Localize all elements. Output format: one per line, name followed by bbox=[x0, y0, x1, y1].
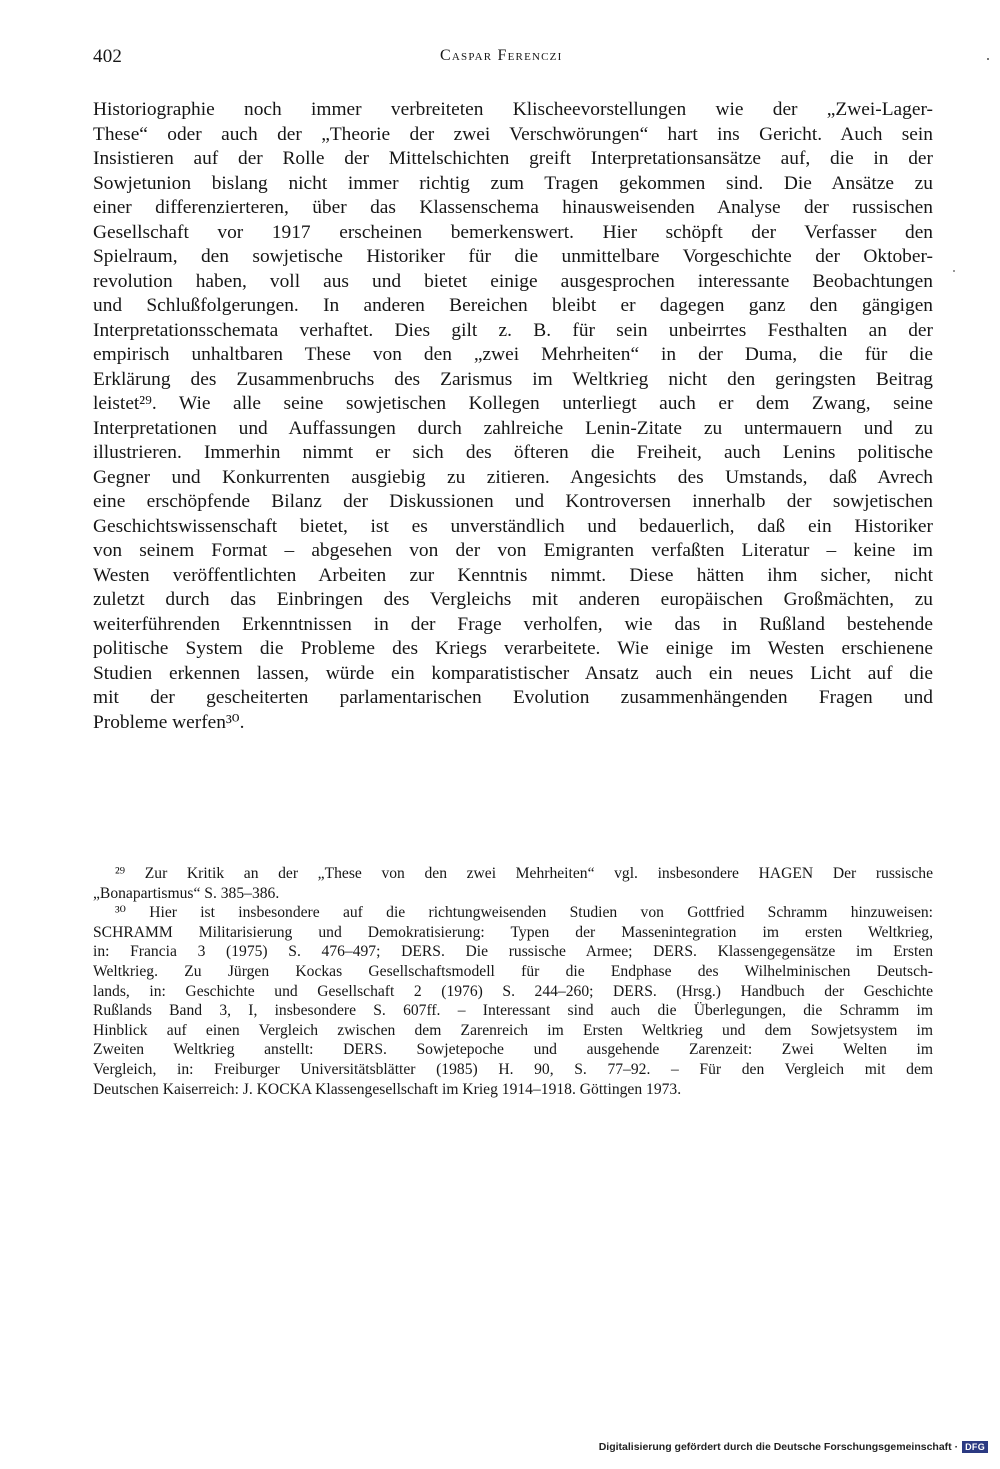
text-line: empirisch unhaltbaren These von den „zwei Mehrheiten“ in der Duma, die für die bbox=[93, 344, 933, 365]
scan-speck bbox=[987, 58, 989, 60]
footnote-line: Zweiten Weltkrieg anstellt: DERS. Sowjetepoche und ausgehende Zarenzeit: Zwei Welten im bbox=[93, 1041, 933, 1059]
footnote-line: Deutschen Kaiserreich: J. KOCKA Klassengesellschaft im Krieg 1914–1918. Göttingen 1973. bbox=[93, 1080, 682, 1098]
text-line: Interpretationsschemata verhaftet. Dies gilt z. B. für sein unbeirrtes Festhalten an der bbox=[93, 319, 933, 341]
text-line: Studien erkennen lassen, würde ein komparatistischer Ansatz auch ein neues Licht auf die bbox=[93, 662, 933, 684]
text-line: Erklärung des Zusammenbruchs des Zarismus im Weltkrieg nicht den geringsten Beitrag bbox=[93, 368, 933, 390]
text-line: Insistieren auf der Rolle der Mittelschichten greift Interpretationsansätze auf, die in der bbox=[93, 148, 933, 169]
text-line: leistet²⁹. Wie alle seine sowjetischen Kollegen unterliegt auch er dem Zwang, seine bbox=[93, 393, 933, 414]
footnote-29 bbox=[93, 864, 933, 903]
text-line: Historiographie noch immer verbreiteten Klischeevorstellungen wie der „Zwei-Lager- bbox=[93, 99, 933, 120]
credit-text: Digitalisierung gefördert durch die Deutsche Forschungsgemeinschaft · bbox=[598, 1441, 959, 1453]
text-line: Sowjetunion bislang nicht immer richtig zum Tragen gekommen sind. Die Ansätze zu bbox=[93, 172, 933, 194]
text-line: illustrieren. Immerhin nimmt er sich des öfteren die Freiheit, auch Lenins politische bbox=[93, 442, 933, 463]
text-line: und Schlußfolgerungen. In anderen Bereichen bleibt er dagegen ganz den gängigen bbox=[93, 295, 933, 316]
text-line: zuletzt durch das Einbringen des Vergleichs mit anderen europäischen Großmächten, zu bbox=[93, 589, 933, 610]
text-line: einer differenzierteren, über das Klassenschema hinausweisenden Analyse der russischen bbox=[93, 197, 933, 218]
text-line: politische System die Probleme des Kriegs verarbeitete. Wie einige im Westen erschienene bbox=[93, 638, 933, 659]
running-head: Caspar Ferenczi bbox=[440, 47, 563, 64]
footnote-line: „Bonapartismus“ S. 385–386. bbox=[93, 884, 280, 902]
footnote-line: lands, in: Geschichte und Gesellschaft 2 (1976) S. 244–260; DERS. (Hrsg.) Handbuch der Geschichte bbox=[93, 982, 933, 1000]
page-number: 402 bbox=[93, 46, 123, 67]
text-line: Spielraum, den sowjetische Historiker für die unmittelbare Vorgeschichte der Oktober- bbox=[93, 246, 933, 267]
footnote-line: ²⁹ Zur Kritik an der „These von den zwei Mehrheiten“ vgl. insbesondere HAGEN Der russische bbox=[115, 865, 933, 882]
footnote-line: Weltkrieg. Zu Jürgen Kockas Gesellschaftsmodell für die Endphase des Wilhelminischen Deutsch- bbox=[93, 962, 933, 980]
footnote-line: ³⁰ Hier ist insbesondere auf die richtungweisenden Studien von Gottfried Schramm hinzuweisen: bbox=[115, 904, 933, 922]
footnote-line: Hinblick auf einen Vergleich zwischen dem Zarenreich im Ersten Weltkrieg und dem Sowjetsystem im bbox=[93, 1021, 933, 1039]
digitization-credit bbox=[599, 1441, 988, 1453]
text-line: Geschichtswissenschaft bietet, ist es unverständlich und bedauerlich, daß ein Historiker bbox=[93, 515, 933, 537]
footnote-line: SCHRAMM Militarisierung und Demokratisierung: Typen der Massenintegration im ersten Weltkrieg, bbox=[93, 923, 933, 941]
text-line: Westen veröffentlichten Arbeiten zur Kenntnis nimmt. Diese hätten ihm sicher, nicht bbox=[93, 564, 933, 586]
text-line: weiterführenden Erkenntnissen in der Frage verholfen, wie das in Rußland bestehende bbox=[93, 613, 933, 635]
footnote-line: Vergleich, in: Freiburger Universitätsblätter (1985) H. 90, S. 77–92. – Für den Vergleich mit dem bbox=[93, 1060, 933, 1078]
text-line: Interpretationen und Auffassungen durch zahlreiche Lenin-Zitate zu untermauern und zu bbox=[93, 417, 933, 439]
dfg-logo: DFG bbox=[962, 1441, 988, 1453]
text-line: Gesellschaft vor 1917 erscheinen bemerkenswert. Hier schöpft der Verfasser den bbox=[93, 221, 933, 243]
text-line: revolution haben, voll aus und bietet einige ausgesprochen interessante Beobachtungen bbox=[93, 270, 933, 292]
text-line: mit der gescheiterten parlamentarischen Evolution zusammenhängenden Fragen und bbox=[93, 687, 933, 708]
text-line: eine erschöpfende Bilanz der Diskussionen und Kontroversen innerhalb der sowjetischen bbox=[93, 491, 933, 512]
text-line: von seinem Format – abgesehen von der von Emigranten verfaßten Literatur – keine im bbox=[93, 540, 933, 561]
text-line: Probleme werfen³⁰. bbox=[93, 711, 245, 733]
text-line: Gegner und Konkurrenten ausgiebig zu zitieren. Angesichts des Umstands, daß Avrech bbox=[93, 466, 933, 488]
footnote-line: in: Francia 3 (1975) S. 476–497; DERS. Die russische Armee; DERS. Klassengegensätze im Ersten bbox=[93, 943, 933, 961]
footnote-line: Rußlands Band 3, I, insbesondere S. 607ff. – Interessant sind auch die Überlegungen, die Schramm im bbox=[93, 1002, 933, 1020]
footnote-30 bbox=[93, 903, 933, 1099]
text-line: These“ oder auch der „Theorie der zwei Verschwörungen“ hart ins Gericht. Auch sein bbox=[93, 123, 933, 145]
footnotes bbox=[93, 864, 933, 1099]
scan-speck bbox=[953, 270, 955, 272]
body-text bbox=[93, 98, 933, 735]
